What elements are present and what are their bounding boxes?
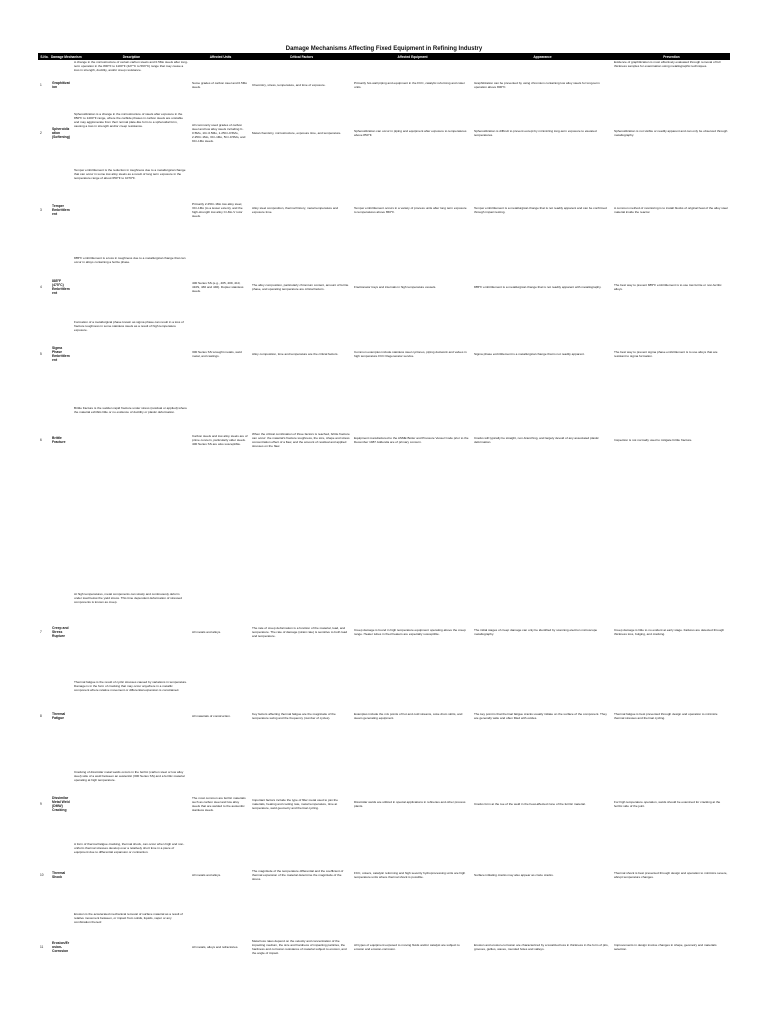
description-cell: At high temperatures, metal components can slowly and continuously deform under load below the yield stress. This time dependent deformation of stressed components is known as creep. [74,592,182,605]
critical-factors-cell: Important factors include the type of filler metal used to join the materials, heating and cooling rate, metal temperature, time at temperature, weld geometry and thermal cycling. [252,797,338,811]
header-mechanism: Damage Mechanism [51,54,82,59]
description-cell: Brittle fracture is the sudden rapid fracture under stress (residual or applied) where the material exhibits little or no evidence of ductility or plastic deformation. [74,406,187,415]
row-number: 7 [40,629,42,634]
critical-factors-cell: Metal chemistry, microstructure, exposure time, and temperature. [252,130,342,135]
appearance-cell: Sigma phase embrittlement is a metallurgical change that is not readily apparent. [474,351,585,356]
prevention-cell: Spheroidization is not visible or readily apparent and can only be observed through metallography. [614,128,728,137]
affected-equipment-cell: Dissimilar welds are utilized in special applications in refineries and other process plants. [354,799,466,808]
affected-units-cell: Carbon steels and low alloy steels are of prime concern, particularly older steels. 400 Series SS are also susceptible. [192,433,248,447]
critical-factors-cell: Chemistry, stress, temperature, and time of exposure. [252,82,326,87]
affected-units-cell: Some grades of carbon steel and 0.5Mo steels. [192,80,248,89]
affected-equipment-cell: Creep damage is found in high temperature equipment operating above the creep range. Heater tubes in fired heaters are especially susceptible. [354,627,466,636]
prevention-cell: Improvements in design involve changes in shape, geometry and materials selection. [614,942,717,951]
prevention-cell: Thermal shock is best prevented through design and operation to minimize severe, abrupt temperature changes. [614,870,728,879]
appearance-cell: 885°F embrittlement is a metallurgical change that is not readily apparent with metallography. [474,284,602,289]
table-row [38,168,730,252]
prevention-cell: Inspection is not normally used to mitigate brittle fracture. [614,437,693,442]
affected-equipment-cell: Common examples include stainless steel cyclones, piping ductwork and valves in high temperature FCC Regenerator service. [354,349,467,358]
mechanism-name: Creep and Stress Rupture [52,625,69,639]
affected-units-cell: 400 Series SS (e.g., 405, 409, 410, 410S, 430 and 446). Duplex stainless steels. [192,280,244,294]
row-number: 9 [40,801,42,806]
row-number: 3 [40,207,42,212]
header-affected-units: Affected Units [209,54,232,59]
table-row [38,912,730,982]
table-row [38,842,730,908]
appearance-cell: Graphitization can be prevented by using chromium containing low alloy steels for long-term operation above 800°F. [474,80,600,89]
table-row [38,406,730,474]
affected-equipment-cell: Equipment manufactured to the ASME Boiler and Pressure Vessel Code prior to the December 1987 Addenda are of primary concern. [354,435,469,444]
header-prevention: Prevention [663,54,680,59]
appearance-cell: Surface initiating cracks may also appear as craze cracks. [474,872,554,877]
prevention-cell: A common method of monitoring is to install blocks of original heat of the alloy steel material inside the reactor. [614,205,728,214]
critical-factors-cell: The rate of creep deformation is a function of the material, load, and temperature. The rate of damage (strain rate) is sensitive to both load and temperature. [252,625,348,639]
mechanism-name: Graphitization [52,80,70,89]
critical-factors-cell: Alloy composition, time and temperature are the critical factors. [252,351,339,356]
affected-equipment-cell: FCC, cokers, catalytic reforming and high severity hydroprocessing units are high temperature units where thermal shock is possible. [354,870,466,879]
row-number: 5 [40,351,42,356]
description-cell: Temper embrittlement is the reduction in toughness due to a metallurgical change that can occur in some low alloy steels as a result of long term exposure in the temperature range of about 650°F to 1070°F. [74,168,186,181]
row-number: 10 [40,872,44,877]
table-row [38,680,730,752]
table-row [38,112,730,154]
affected-units-cell: All metals and alloys. [192,872,222,877]
description-cell: A change in the microstructure of certain carbon steels and 0.5Mo steels after long-term operation in the 800°F to 1100°F (427°C to 593°C) range that may cause a loss in strength, ductility, and/or creep resistance. [74,60,188,73]
critical-factors-cell: Metal loss rates depend on the velocity and concentration of the impacting medium, the size and hardness of impacting particles, the hardness and corrosion resistance of material subject to erosion, and the angle of impact. [252,938,347,956]
affected-equipment-cell: All types of equipment exposed to moving fluids and/or catalyst are subject to erosion and erosion-corrosion. [354,942,460,951]
mechanism-name: Spheroidization (Softening) [52,126,70,140]
critical-factors-cell: Key factors affecting thermal fatigue are the magnitude of the temperature swing and the frequency (number of cycles). [252,711,336,720]
critical-factors-cell: The magnitude of the temperature differential and the coefficient of thermal expansion of the material determine the magnitude of the stress. [252,868,344,882]
table-row [38,770,730,838]
mechanism-name: Dissimilar Metal Weld (DMW) Cracking [52,795,70,813]
description-cell: Cracking of dissimilar metal welds occurs in the ferritic (carbon steel or low alloy steel) side of a weld between an austenitic (300 Series SS) and a ferritic material operating at high temperature. [74,770,185,783]
critical-factors-cell: The alloy composition, particularly chromium content, amount of ferrite phase, and operating temperature are critical factors. [252,282,349,291]
table-row [38,60,730,110]
description-cell: Spheroidization is a change in the microstructure of steels after exposure in the 850°F to 1400°F range, where the carbide phases in carbon steels are unstable and may agglomerate from their normal plate-like form to a spheroidal form, causing a loss in strength and/or creep resistance. [74,112,183,129]
mechanism-name: Brittle Fracture [52,435,66,444]
appearance-cell: Cracks form at the toe of the weld in the heat-affected zone of the ferritic material. [474,801,586,806]
appearance-cell: Temper embrittlement is a metallurgical change that is not readily apparent and can be confirmed through impact testing. [474,205,607,214]
mechanism-name: 885°F (475°C) Embrittlement [52,278,70,296]
affected-equipment-cell: Fractionator trays and internals in high temperature vessels. [354,284,437,289]
row-number: 8 [40,713,42,718]
affected-equipment-cell: Temper embrittlement occurs in a variety of process units after long term exposure to temperatures above 650°F. [354,205,467,214]
prevention-cell: The best way to prevent sigma phase embrittlement is to use alloys that are resistant to sigma formation. [614,349,718,358]
header-critical-factors: Critical Factors [289,54,314,59]
table-row [38,320,730,388]
appearance-cell: Cracks will typically be straight, non-branching, and largely devoid of any associated plastic deformation. [474,435,599,444]
description-cell: A form of thermal fatigue cracking, thermal shock, can occur when high and non-uniform thermal stresses develop over a relatively short time in a piece of equipment due to differential expansion or contraction. [74,842,185,855]
affected-equipment-cell: Spheroidization can occur in piping and equipment after exposure to temperatures above 850°F. [354,128,467,137]
mechanism-name: Erosion/Erosion-Corrosion [52,940,70,954]
appearance-cell: The initial stages of creep damage can only be identified by scanning electron microscope metallography. [474,627,598,636]
table-header [38,53,730,60]
header-affected-equipment: Affected Equipment [397,54,428,59]
header-sno: S.No. [40,54,49,59]
affected-units-cell: All commonly used grades of carbon steel and low alloy steels including C-0.5Mo, 1Cr-0.5Mo, 1.25Cr-0.5Mo, 2.25Cr-1Mo, 3Cr-1Mo, 5Cr-0.5Mo, and 9Cr-1Mo steels. [192,122,246,144]
document-title: Damage Mechanisms Affecting Fixed Equipment in Refining Industry [285,46,483,52]
table-row [38,592,730,672]
prevention-cell: Creep damage is little to no evident at early stage. Failures are detected through thickness loss, bulging, and cracking. [614,627,725,636]
description-cell: Thermal fatigue is the result of cyclic stresses caused by variations in temperature. Damage is in the form of cracking that may occur anywhere in a metallic component where relative movement or differential expansion is constrained. [74,680,188,693]
description-cell: 885°F embrittlement is a loss in toughness due to a metallurgical change that can occur in alloys containing a ferrite phase. [74,256,186,265]
affected-equipment-cell: Examples include the mix points of hot and cold streams, coke drum skirts, and steam generating equipment. [354,711,463,720]
table-row [38,256,730,318]
description-cell: Erosion is the accelerated mechanical removal of surface material as a result of relative movement between, or impact from solids, liquids, vapor or any combination thereof. [74,912,183,925]
appearance-cell: Erosion and erosion-corrosion are characterized by a localized loss in thickness in the form of pits, grooves, gullies, waves, rounded holes and valleys. [474,942,609,951]
prevention-cell: Thermal fatigue is best prevented through design and operation to minimize thermal stresses and thermal cycling. [614,711,718,720]
header-description: Description [122,54,141,59]
critical-factors-cell: When the critical combination of three factors is reached, brittle fracture can occur: the material's fracture toughness, the size, shape and stress concentration effect of a flaw, and the amount of residual and applied stresses on the flaw. [252,431,350,449]
prevention-cell: For high temperature operation, welds should be examined for cracking at the ferritic side of the joint. [614,799,721,808]
affected-units-cell: Primarily 2.25Cr-1Mo low alloy steel, 3Cr-1Mo (to a lesser extent), and the high-strength low alloy Cr-Mo-V rotor steels. [192,201,243,219]
affected-units-cell: All materials of construction. [192,713,231,718]
row-number: 11 [40,944,44,949]
affected-units-cell: All metals, alloys and refractories. [192,944,239,949]
description-cell: Formation of a metallurgical phase known as sigma phase can result in a loss of fracture toughness in some stainless steels as a result of high temperature exposure. [74,320,184,333]
row-number: 2 [40,130,42,135]
affected-units-cell: 300 Series SS wrought metals, weld metal, and castings. [192,349,242,358]
mechanism-name: Thermal Shock [52,870,66,879]
appearance-cell: Spheroidization is difficult to prevent except by minimizing long-term exposure to elevated temperatures. [474,128,597,137]
prevention-cell: Evidence of graphitization is most effectively evaluated through removal of full thickness samples for examination using metallographic techniques. [614,60,721,69]
row-number: 1 [40,82,42,87]
row-number: 6 [40,437,42,442]
header-appearance: Appearance [533,54,552,59]
critical-factors-cell: Alloy steel composition, thermal history, metal temperature and exposure time. [252,205,339,214]
prevention-cell: The best way to prevent 885°F embrittlement is to use low ferrite or non-ferritic alloys. [614,282,722,291]
affected-units-cell: All metals and alloys. [192,629,222,634]
appearance-cell: The key point is that thermal fatigue cracks usually initiate on the surface of the component. They are generally wide and often filled with oxides. [474,711,607,720]
affected-equipment-cell: Primarily hot-wall piping and equipment in the FCC, catalytic reforming and coker units. [354,80,465,89]
row-number: 4 [40,284,42,289]
mechanism-name: Sigma Phase Embrittlement [52,345,70,363]
mechanism-name: Thermal Fatigue [52,711,66,720]
affected-units-cell: The most common are ferritic materials such as carbon steel and low alloy steels that are welded to the austenitic stainless steels. [192,795,246,813]
mechanism-name: Temper Embrittlement [52,203,70,217]
